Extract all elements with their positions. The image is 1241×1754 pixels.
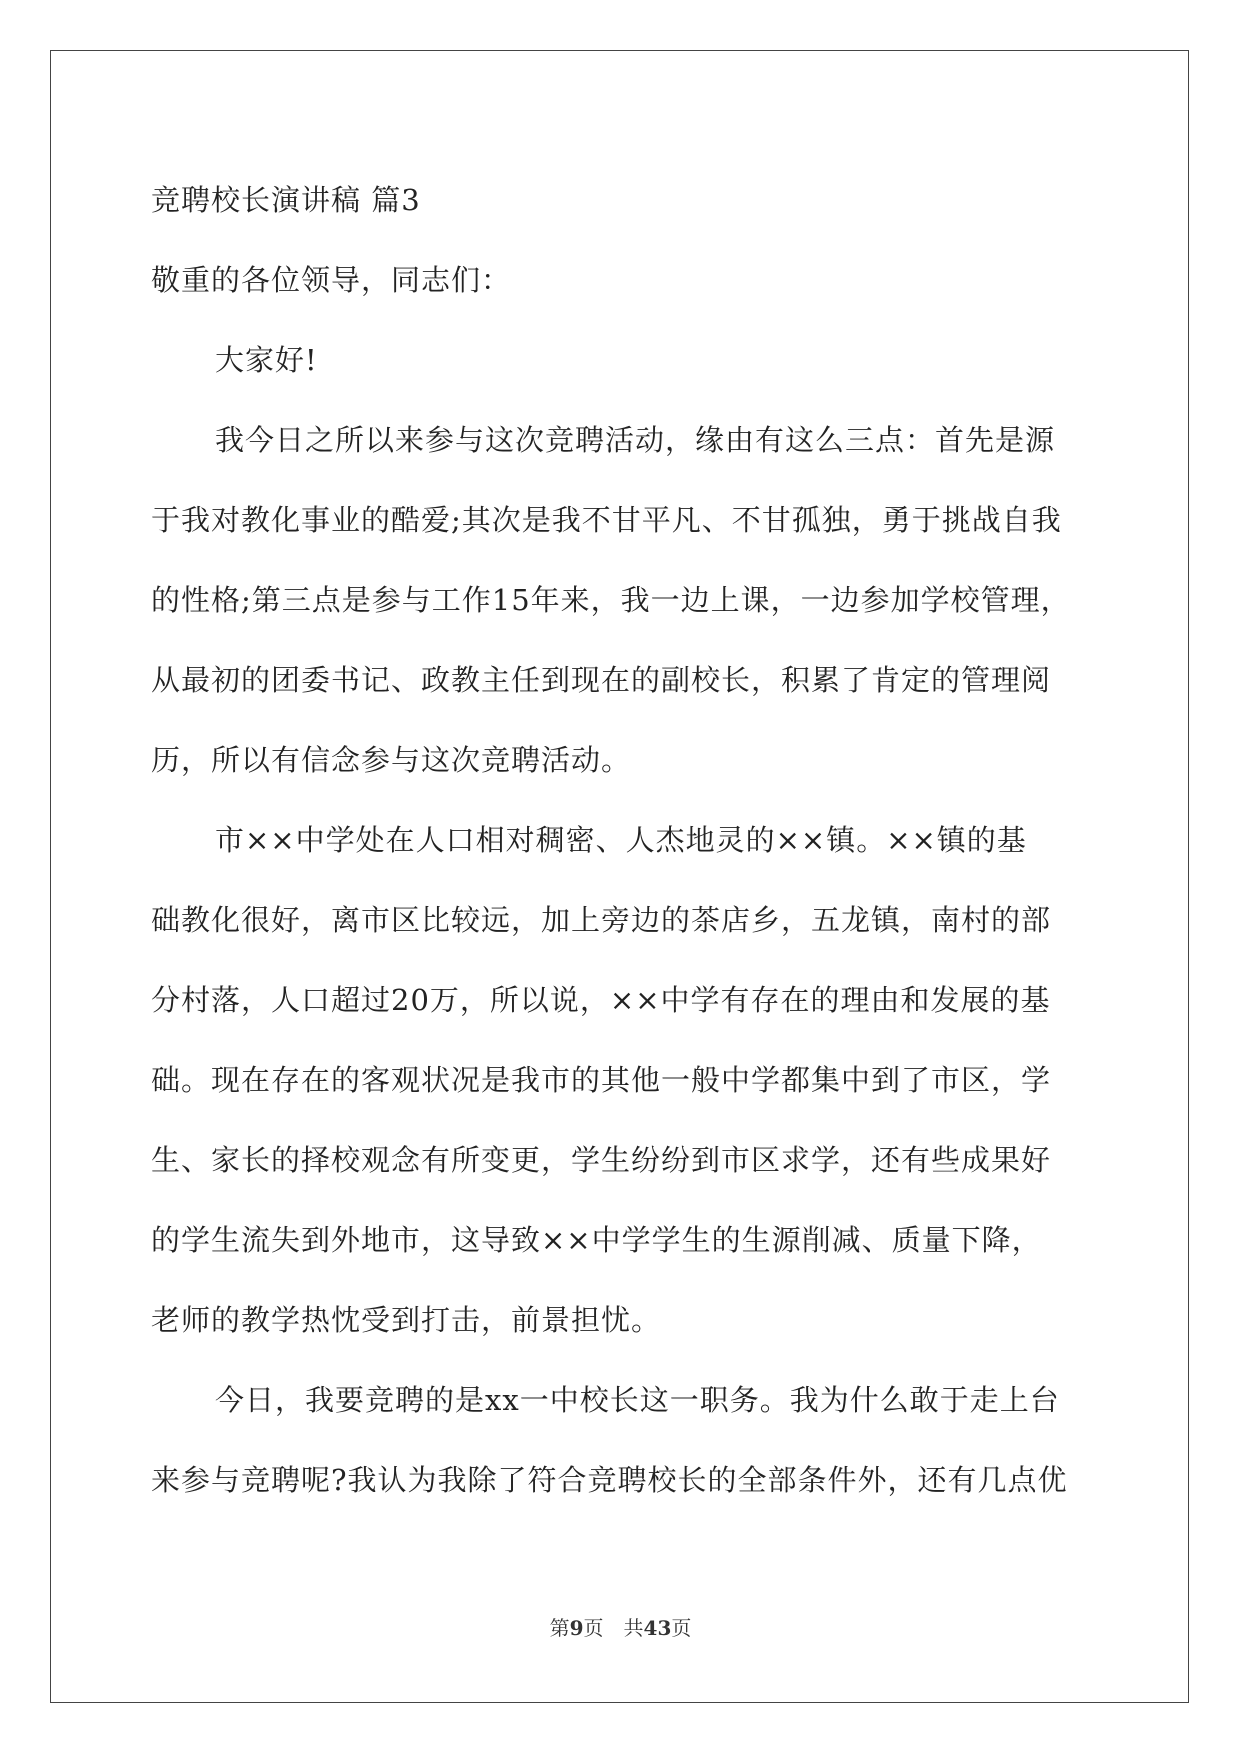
paragraph-line: 生、家长的择校观念有所变更，学生纷纷到市区求学，还有些成果好	[151, 1143, 1052, 1177]
paragraph-line: 历，所以有信念参与这次竞聘活动。	[151, 743, 632, 777]
paragraph	[151, 400, 1096, 800]
paragraph-line: 的学生流失到外地市，这导致××中学学生的生源削减、质量下降，	[151, 1223, 1042, 1257]
paragraph-line: 来参与竞聘呢?我认为我除了符合竞聘校长的全部条件外，还有几点优	[151, 1463, 1068, 1497]
footer-suffix: 页	[671, 1616, 692, 1640]
paragraph-line: 分村落，人口超过20万，所以说，××中学有存在的理由和发展的基	[151, 983, 1051, 1017]
page-footer	[0, 1612, 1241, 1641]
paragraph-line: 础教化很好，离市区比较远，加上旁边的茶店乡，五龙镇，南村的部	[151, 903, 1052, 937]
paragraph-line: 我今日之所以来参与这次竞聘活动，缘由有这么三点：首先是源	[215, 423, 1056, 457]
paragraph-line: 老师的教学热忱受到打击，前景担忧。	[151, 1303, 662, 1337]
paragraph-line: 市××中学处在人口相对稠密、人杰地灵的××镇。××镇的基	[215, 823, 1027, 857]
footer-prefix: 第	[549, 1616, 570, 1640]
paragraph-line: 于我对教化事业的酷爱;其次是我不甘平凡、不甘孤独，勇于挑战自我	[151, 503, 1062, 537]
salutation: 敬重的各位领导，同志们：	[151, 263, 512, 297]
document-body	[151, 160, 1096, 1520]
paragraph-line: 的性格;第三点是参与工作15年来，我一边上课，一边参加学校管理，	[151, 583, 1071, 617]
paragraph-line: 础。现在存在的客观状况是我市的其他一般中学都集中到了市区，学	[151, 1063, 1052, 1097]
paragraph-line: 今日，我要竞聘的是xx一中校长这一职务。我为什么敢于走上台	[215, 1383, 1060, 1417]
footer-mid: 页 共	[583, 1616, 644, 1640]
document-title: 竞聘校长演讲稿 篇3	[151, 183, 421, 217]
paragraph	[151, 800, 1096, 1360]
paragraph	[151, 1360, 1096, 1520]
greeting: 大家好!	[215, 343, 318, 377]
current-page-number: 9	[569, 1616, 584, 1640]
total-page-count: 43	[643, 1616, 672, 1640]
paragraph-line: 从最初的团委书记、政教主任到现在的副校长，积累了肯定的管理阅	[151, 663, 1052, 697]
